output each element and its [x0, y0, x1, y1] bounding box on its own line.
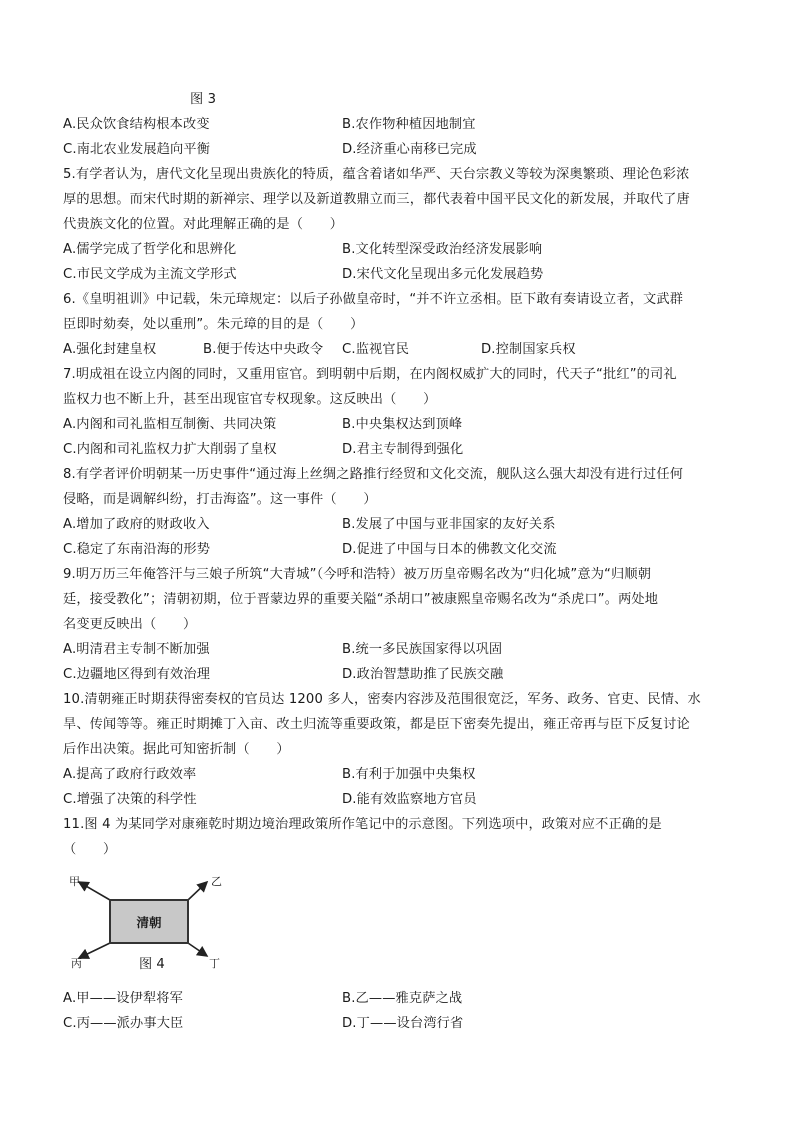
q10-option-d: D.能有效监察地方官员 — [342, 792, 477, 807]
q10-option-c: C.增强了决策的科学性 — [63, 792, 197, 807]
q4-option-b: B.农作物种植因地制宜 — [342, 117, 476, 132]
q5-stem-line-2: 厚的思想。而宋代时期的新禅宗、理学以及新道教鼎立而三，都代表着中国平民文化的新发展，并取代了唐 — [63, 192, 690, 207]
arrow-se — [188, 943, 207, 956]
arrow-ne — [188, 882, 207, 900]
q9-stem-line-1: 9.明万历三年俺答汗与三娘子所筑“大青城”（今呼和浩特）被万历皇帝赐名改为“归化城”意为“归顺朝 — [63, 567, 652, 582]
arrow-nw — [79, 882, 110, 900]
q6-option-d: D.控制国家兵权 — [481, 342, 576, 357]
q7-option-c: C.内阁和司礼监权力扩大削弱了皇权 — [63, 442, 277, 457]
label-ding: 丁 — [209, 957, 220, 970]
q4-option-d: D.经济重心南移已完成 — [342, 142, 477, 157]
q8-stem-line-2: 侵略，而是调解纠纷，打击海盗”。这一事件（ ） — [63, 492, 377, 507]
q11-stem-line-2: （ ） — [63, 842, 117, 857]
q8-option-a: A.增加了政府的财政收入 — [63, 517, 210, 532]
label-yi: 乙 — [211, 875, 222, 888]
q9-option-c: C.边疆地区得到有效治理 — [63, 667, 211, 682]
q10-option-b: B.有利于加强中央集权 — [342, 767, 476, 782]
q11-option-b: B.乙——雅克萨之战 — [342, 991, 463, 1006]
q5-option-d: D.宋代文化呈现出多元化发展趋势 — [342, 267, 544, 282]
arrow-sw — [79, 943, 110, 958]
qing-dynasty-box: 清朝 — [109, 899, 189, 944]
q11-option-a: A.甲——设伊犁将军 — [63, 991, 183, 1006]
q11-stem-line-1: 11.图 4 为某同学对康雍乾时期边境治理政策所作笔记中的示意图。下列选项中，政策对应不正确的是 — [63, 817, 662, 832]
q7-stem-line-2: 监权力也不断上升，甚至出现宦官专权现象。这反映出（ ） — [63, 392, 437, 407]
q11-option-d: D.丁——设台湾行省 — [342, 1016, 464, 1031]
q7-stem-line-1: 7.明成祖在设立内阁的同时，又重用宦官。到明朝中后期，在内阁权威扩大的同时，代天子“批红”的司礼 — [63, 367, 677, 382]
figure-4-caption: 图 4 — [139, 957, 165, 972]
q9-stem-line-3: 名变更反映出（ ） — [63, 617, 197, 632]
q8-stem-line-1: 8.有学者评价明朝某一历史事件“通过海上丝绸之路推行经贸和文化交流，舰队这么强大却没有进行过任何 — [63, 467, 684, 482]
q8-option-d: D.促进了中国与日本的佛教文化交流 — [342, 542, 557, 557]
q5-option-b: B.文化转型深受政治经济发展影响 — [342, 242, 543, 257]
q6-option-a: A.强化封建皇权 — [63, 342, 157, 357]
q10-stem-line-2: 旱、传闻等等。雍正时期摊丁入亩、改土归流等重要政策，都是臣下密奏先提出，雍正帝再与臣下反复讨论 — [63, 717, 690, 732]
q7-option-d: D.君主专制得到强化 — [342, 442, 464, 457]
q6-option-c: C.监视官民 — [342, 342, 410, 357]
q11-option-c: C.丙——派办事大臣 — [63, 1016, 184, 1031]
q9-option-d: D.政治智慧助推了民族交融 — [342, 667, 504, 682]
q10-stem-line-1: 10.清朝雍正时期获得密奏权的官员达 1200 多人，密奏内容涉及范围很宽泛，军务、政务、官吏、民情、水 — [63, 692, 701, 707]
q6-option-b: B.便于传达中央政令 — [203, 342, 324, 357]
q7-option-a: A.内阁和司礼监相互制衡、共同决策 — [63, 417, 277, 432]
q9-option-a: A.明清君主专制不断加强 — [63, 642, 210, 657]
q10-stem-line-3: 后作出决策。据此可知密折制（ ） — [63, 742, 290, 757]
q7-option-b: B.中央集权达到顶峰 — [342, 417, 463, 432]
label-jia: 甲 — [69, 875, 80, 888]
q5-option-c: C.市民文学成为主流文学形式 — [63, 267, 237, 282]
figure-3-caption: 图 3 — [190, 92, 217, 107]
q8-option-b: B.发展了中国与亚非国家的友好关系 — [342, 517, 556, 532]
q8-option-c: C.稳定了东南沿海的形势 — [63, 542, 211, 557]
q10-option-a: A.提高了政府行政效率 — [63, 767, 197, 782]
q4-option-a: A.民众饮食结构根本改变 — [63, 117, 210, 132]
q9-option-b: B.统一多民族国家得以巩固 — [342, 642, 503, 657]
q4-option-c: C.南北农业发展趋向平衡 — [63, 142, 211, 157]
q6-stem-line-1: 6.《皇明祖训》中记载，朱元璋规定：以后子孙做皇帝时，“并不许立丞相。臣下敢有奏请设立者，文武群 — [63, 292, 684, 307]
q6-stem-line-2: 臣即时劾奏，处以重刑”。朱元璋的目的是（ ） — [63, 317, 364, 332]
label-bing: 丙 — [71, 957, 82, 970]
q5-stem-line-1: 5.有学者认为，唐代文化呈现出贵族化的特质，蕴含着诸如华严、天台宗教义等较为深奥繁琐、理论色彩浓 — [63, 167, 690, 182]
q5-stem-line-3: 代贵族文化的位置。对此理解正确的是（ ） — [63, 217, 344, 232]
q9-stem-line-2: 廷，接受教化”；清朝初期，位于晋蒙边界的重要关隘“杀胡口”被康熙皇帝赐名改为“杀虎口”。两处地 — [63, 592, 659, 607]
q5-option-a: A.儒学完成了哲学化和思辨化 — [63, 242, 237, 257]
